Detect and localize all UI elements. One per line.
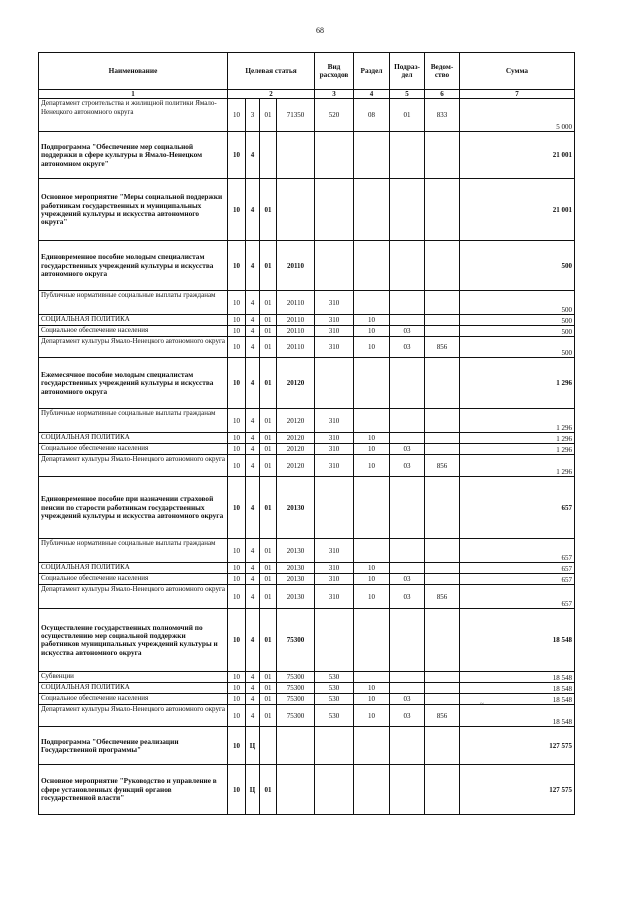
target-direction: 20120 (277, 409, 315, 433)
expense-type-cell: 310 (315, 337, 354, 358)
table-row (39, 705, 575, 727)
target-event: 01 (260, 291, 277, 315)
subsection-cell: 03 (390, 694, 425, 705)
table-row (39, 315, 575, 326)
target-subprogram: 4 (246, 539, 260, 563)
department-cell (425, 477, 460, 539)
target-event: 01 (260, 765, 277, 815)
target-program: 10 (228, 574, 246, 585)
expense-type-cell (315, 179, 354, 241)
target-event: 01 (260, 539, 277, 563)
section-cell (354, 241, 390, 291)
row-name: Основное мероприятие "Меры социальной поддержки работникам государственных и муниципальных учреждений культуры и искусства автономного округа" (39, 179, 228, 241)
target-subprogram: 4 (246, 705, 260, 727)
target-program: 10 (228, 315, 246, 326)
amount-cell: 500 (460, 315, 575, 326)
row-name: Единовременное пособие молодым специалистам государственных учреждений культуры и искусства автономного округа (39, 241, 228, 291)
target-program: 10 (228, 705, 246, 727)
section-cell: 10 (354, 683, 390, 694)
target-direction: 20110 (277, 291, 315, 315)
target-event: 01 (260, 694, 277, 705)
department-cell (425, 539, 460, 563)
target-program: 10 (228, 609, 246, 672)
target-subprogram: 4 (246, 574, 260, 585)
target-direction: 20110 (277, 315, 315, 326)
expense-type-cell: 310 (315, 444, 354, 455)
subsection-cell (390, 477, 425, 539)
target-program: 10 (228, 585, 246, 609)
target-direction: 20130 (277, 539, 315, 563)
subsection-cell (390, 727, 425, 765)
expense-type-cell (315, 765, 354, 815)
table-row (39, 563, 575, 574)
column-number: 1 (39, 90, 228, 99)
table-row (39, 179, 575, 241)
target-direction: 75300 (277, 705, 315, 727)
department-cell (425, 358, 460, 409)
subsection-cell (390, 291, 425, 315)
table-row (39, 609, 575, 672)
amount-cell: 127 575 (460, 765, 575, 815)
target-subprogram: 4 (246, 694, 260, 705)
target-event: 01 (260, 358, 277, 409)
section-cell (354, 358, 390, 409)
section-cell: 08 (354, 99, 390, 132)
row-name: Социальное обеспечение населения (39, 694, 228, 705)
amount-cell: 5 000 (460, 99, 575, 132)
row-name: СОЦИАЛЬНАЯ ПОЛИТИКА (39, 683, 228, 694)
expense-type-cell (315, 358, 354, 409)
expense-type-cell: 530 (315, 672, 354, 683)
department-cell (425, 609, 460, 672)
table-row (39, 409, 575, 433)
table-row (39, 672, 575, 683)
subsection-cell (390, 563, 425, 574)
expense-type-cell (315, 609, 354, 672)
row-name: Подпрограмма "Обеспечение мер социальной поддержки в сфере культуры в Ямало-Ненецком автономном округе" (39, 132, 228, 179)
department-cell (425, 291, 460, 315)
department-cell: 833 (425, 99, 460, 132)
department-cell (425, 694, 460, 705)
target-direction (277, 132, 315, 179)
section-cell: 10 (354, 433, 390, 444)
header-section: Раздел (354, 53, 390, 90)
expense-type-cell: 530 (315, 694, 354, 705)
target-subprogram: Ц (246, 727, 260, 765)
department-cell (425, 241, 460, 291)
target-program: 10 (228, 444, 246, 455)
table-row (39, 683, 575, 694)
expense-type-cell: 310 (315, 433, 354, 444)
subsection-cell (390, 358, 425, 409)
amount-cell: 1 296 (460, 455, 575, 477)
expense-type-cell (315, 727, 354, 765)
target-event: 01 (260, 683, 277, 694)
target-subprogram: 4 (246, 672, 260, 683)
target-program: 10 (228, 477, 246, 539)
target-program: 10 (228, 409, 246, 433)
table-row (39, 694, 575, 705)
table-row (39, 574, 575, 585)
department-cell (425, 727, 460, 765)
target-program: 10 (228, 539, 246, 563)
target-program: 10 (228, 337, 246, 358)
expense-type-cell (315, 241, 354, 291)
target-subprogram: 4 (246, 315, 260, 326)
target-direction: 20120 (277, 358, 315, 409)
expense-type-cell: 310 (315, 585, 354, 609)
table-row (39, 455, 575, 477)
target-subprogram: 4 (246, 609, 260, 672)
target-direction: 20120 (277, 455, 315, 477)
column-number: 6 (425, 90, 460, 99)
section-cell: 10 (354, 705, 390, 727)
department-cell (425, 132, 460, 179)
section-cell (354, 672, 390, 683)
table-row (39, 337, 575, 358)
table-row (39, 241, 575, 291)
column-number: 4 (354, 90, 390, 99)
amount-cell: 500 (460, 337, 575, 358)
subsection-cell (390, 765, 425, 815)
amount-cell: 657 (460, 574, 575, 585)
target-direction: 75300 (277, 609, 315, 672)
expense-type-cell: 310 (315, 326, 354, 337)
target-program: 10 (228, 241, 246, 291)
target-direction: 75300 (277, 683, 315, 694)
subsection-cell (390, 132, 425, 179)
target-subprogram: 4 (246, 409, 260, 433)
target-direction: 20110 (277, 241, 315, 291)
table-row (39, 132, 575, 179)
department-cell (425, 409, 460, 433)
row-name: Основное мероприятие "Руководство и управление в сфере установленных функций органов государственной власти" (39, 765, 228, 815)
section-cell (354, 179, 390, 241)
target-subprogram: 4 (246, 455, 260, 477)
target-subprogram: Ц (246, 765, 260, 815)
target-event: 01 (260, 409, 277, 433)
target-direction (277, 765, 315, 815)
table-row (39, 326, 575, 337)
target-subprogram: 4 (246, 326, 260, 337)
amount-cell: 500 (460, 241, 575, 291)
column-number: 7 (460, 90, 575, 99)
row-name: Подпрограмма "Обеспечение реализации Государственной программы" (39, 727, 228, 765)
target-event: 01 (260, 477, 277, 539)
section-cell: 10 (354, 694, 390, 705)
expense-type-cell (315, 132, 354, 179)
section-cell (354, 765, 390, 815)
amount-cell: 21 001 (460, 179, 575, 241)
target-direction: 75300 (277, 672, 315, 683)
target-program: 10 (228, 765, 246, 815)
target-subprogram: 4 (246, 241, 260, 291)
expense-type-cell: 310 (315, 291, 354, 315)
target-program: 10 (228, 694, 246, 705)
target-event (260, 132, 277, 179)
expense-type-cell: 310 (315, 574, 354, 585)
target-event: 01 (260, 455, 277, 477)
target-subprogram: 4 (246, 563, 260, 574)
target-event: 01 (260, 433, 277, 444)
header-expense-type: Вид расходов (315, 53, 354, 90)
subsection-cell (390, 179, 425, 241)
subsection-cell (390, 683, 425, 694)
target-event: 01 (260, 672, 277, 683)
target-event: 01 (260, 444, 277, 455)
target-direction: 75300 (277, 694, 315, 705)
subsection-cell (390, 539, 425, 563)
row-name: Единовременное пособие при назначении страховой пенсии по старости работникам государственных учреждений культуры и искусства автономного округа (39, 477, 228, 539)
row-name: Субвенции (39, 672, 228, 683)
row-name: Департамент культуры Ямало-Ненецкого автономного округа (39, 705, 228, 727)
table-row (39, 539, 575, 563)
row-name: Публичные нормативные социальные выплаты гражданам (39, 291, 228, 315)
amount-cell: 657 (460, 539, 575, 563)
department-cell: 856 (425, 705, 460, 727)
table-row (39, 99, 575, 132)
subsection-cell: 03 (390, 574, 425, 585)
header-subsection: Подраз-дел (390, 53, 425, 90)
department-cell (425, 683, 460, 694)
amount-cell: 18 548 (460, 705, 575, 727)
section-cell (354, 409, 390, 433)
department-cell (425, 433, 460, 444)
target-subprogram: 4 (246, 585, 260, 609)
target-direction: 71350 (277, 99, 315, 132)
target-event (260, 727, 277, 765)
target-program: 10 (228, 683, 246, 694)
subsection-cell: 03 (390, 585, 425, 609)
subsection-cell: 03 (390, 705, 425, 727)
section-cell: 10 (354, 563, 390, 574)
expense-type-cell: 310 (315, 563, 354, 574)
subsection-cell: 03 (390, 337, 425, 358)
row-name: Департамент культуры Ямало-Ненецкого автономного округа (39, 585, 228, 609)
subsection-cell: 03 (390, 455, 425, 477)
target-event: 01 (260, 585, 277, 609)
target-direction: 20120 (277, 433, 315, 444)
target-event: 01 (260, 179, 277, 241)
target-program: 10 (228, 291, 246, 315)
subsection-cell: 01 (390, 99, 425, 132)
row-name: Департамент культуры Ямало-Ненецкого автономного округа (39, 337, 228, 358)
target-subprogram: 4 (246, 337, 260, 358)
page-number: 68 (316, 26, 324, 35)
section-cell: 10 (354, 337, 390, 358)
target-subprogram: 4 (246, 291, 260, 315)
amount-cell: 1 296 (460, 409, 575, 433)
target-event: 01 (260, 563, 277, 574)
column-number: 5 (390, 90, 425, 99)
target-subprogram: 4 (246, 132, 260, 179)
amount-cell: 1 296 (460, 444, 575, 455)
target-subprogram: 4 (246, 477, 260, 539)
target-program: 10 (228, 672, 246, 683)
target-direction (277, 727, 315, 765)
target-direction: 20130 (277, 574, 315, 585)
row-name: Публичные нормативные социальные выплаты гражданам (39, 539, 228, 563)
table-row (39, 291, 575, 315)
table-row (39, 444, 575, 455)
row-name: Осуществление государственных полномочий по осуществлению мер социальной поддержки работников муниципальных учреждений культуры и искусства автономного округа (39, 609, 228, 672)
table-row (39, 727, 575, 765)
target-program: 10 (228, 132, 246, 179)
header-target: Целевая статья (228, 53, 315, 90)
table-row (39, 477, 575, 539)
amount-cell: 1 296 (460, 358, 575, 409)
subsection-cell (390, 433, 425, 444)
target-event: 01 (260, 241, 277, 291)
section-cell (354, 609, 390, 672)
target-event: 01 (260, 705, 277, 727)
target-direction: 20110 (277, 337, 315, 358)
expense-type-cell: 520 (315, 99, 354, 132)
department-cell (425, 326, 460, 337)
column-number: 3 (315, 90, 354, 99)
section-cell (354, 291, 390, 315)
table-row (39, 433, 575, 444)
row-name: Социальное обеспечение населения (39, 574, 228, 585)
row-name: Социальное обеспечение населения (39, 444, 228, 455)
amount-cell: 18 548 (460, 609, 575, 672)
section-cell: 10 (354, 574, 390, 585)
target-direction: 20120 (277, 444, 315, 455)
target-program: 10 (228, 433, 246, 444)
target-event: 01 (260, 574, 277, 585)
amount-cell: 18 548 (460, 672, 575, 683)
target-direction: 20130 (277, 477, 315, 539)
row-name: Ежемесячное пособие молодым специалистам государственных учреждений культуры и искусства автономного округа (39, 358, 228, 409)
header-name: Наименование (39, 53, 228, 90)
table-row (39, 358, 575, 409)
amount-cell: 1 296 (460, 433, 575, 444)
amount-cell: 18 548 (460, 694, 575, 705)
department-cell (425, 315, 460, 326)
expense-type-cell (315, 477, 354, 539)
amount-cell: 657 (460, 477, 575, 539)
subsection-cell (390, 315, 425, 326)
amount-cell: 657 (460, 585, 575, 609)
department-cell (425, 179, 460, 241)
target-subprogram: 4 (246, 179, 260, 241)
row-name: Департамент культуры Ямало-Ненецкого автономного округа (39, 455, 228, 477)
budget-table (38, 52, 575, 815)
target-direction (277, 179, 315, 241)
table-row (39, 585, 575, 609)
expense-type-cell: 310 (315, 539, 354, 563)
expense-type-cell: 310 (315, 409, 354, 433)
target-event: 01 (260, 315, 277, 326)
section-cell (354, 727, 390, 765)
pen-mark: ~ (480, 700, 484, 708)
section-cell (354, 132, 390, 179)
row-name: Департамент строительства и жилищной политики Ямало-Ненецкого автономного округа (39, 99, 228, 132)
subsection-cell: 03 (390, 444, 425, 455)
target-subprogram: 3 (246, 99, 260, 132)
expense-type-cell: 310 (315, 455, 354, 477)
column-number-row (39, 90, 575, 99)
department-cell (425, 672, 460, 683)
target-subprogram: 4 (246, 433, 260, 444)
department-cell: 856 (425, 585, 460, 609)
target-direction: 20130 (277, 563, 315, 574)
expense-type-cell: 310 (315, 315, 354, 326)
row-name: СОЦИАЛЬНАЯ ПОЛИТИКА (39, 563, 228, 574)
department-cell (425, 765, 460, 815)
target-program: 10 (228, 358, 246, 409)
section-cell: 10 (354, 326, 390, 337)
target-program: 10 (228, 455, 246, 477)
amount-cell: 127 575 (460, 727, 575, 765)
column-number: 2 (228, 90, 315, 99)
department-cell (425, 574, 460, 585)
target-event: 01 (260, 326, 277, 337)
row-name: Социальное обеспечение населения (39, 326, 228, 337)
section-cell (354, 539, 390, 563)
subsection-cell (390, 609, 425, 672)
target-subprogram: 4 (246, 358, 260, 409)
subsection-cell: 03 (390, 326, 425, 337)
target-program: 10 (228, 563, 246, 574)
section-cell: 10 (354, 444, 390, 455)
expense-type-cell: 530 (315, 683, 354, 694)
section-cell: 10 (354, 315, 390, 326)
subsection-cell (390, 672, 425, 683)
target-program: 10 (228, 326, 246, 337)
section-cell: 10 (354, 585, 390, 609)
amount-cell: 18 548 (460, 683, 575, 694)
header-amount: Сумма (460, 53, 575, 90)
amount-cell: 500 (460, 326, 575, 337)
subsection-cell (390, 409, 425, 433)
target-direction: 20130 (277, 585, 315, 609)
table-row (39, 765, 575, 815)
amount-cell: 657 (460, 563, 575, 574)
target-program: 10 (228, 179, 246, 241)
target-event: 01 (260, 337, 277, 358)
target-subprogram: 4 (246, 683, 260, 694)
target-direction: 20110 (277, 326, 315, 337)
expense-type-cell: 530 (315, 705, 354, 727)
amount-cell: 21 001 (460, 132, 575, 179)
section-cell: 10 (354, 455, 390, 477)
department-cell (425, 563, 460, 574)
target-program: 10 (228, 727, 246, 765)
section-cell (354, 477, 390, 539)
table-header-row (39, 53, 575, 90)
target-program: 10 (228, 99, 246, 132)
department-cell: 856 (425, 455, 460, 477)
row-name: СОЦИАЛЬНАЯ ПОЛИТИКА (39, 315, 228, 326)
header-department: Ведом-ство (425, 53, 460, 90)
subsection-cell (390, 241, 425, 291)
row-name: Публичные нормативные социальные выплаты гражданам (39, 409, 228, 433)
target-subprogram: 4 (246, 444, 260, 455)
row-name: СОЦИАЛЬНАЯ ПОЛИТИКА (39, 433, 228, 444)
target-event: 01 (260, 609, 277, 672)
department-cell: 856 (425, 337, 460, 358)
target-event: 01 (260, 99, 277, 132)
amount-cell: 500 (460, 291, 575, 315)
department-cell (425, 444, 460, 455)
